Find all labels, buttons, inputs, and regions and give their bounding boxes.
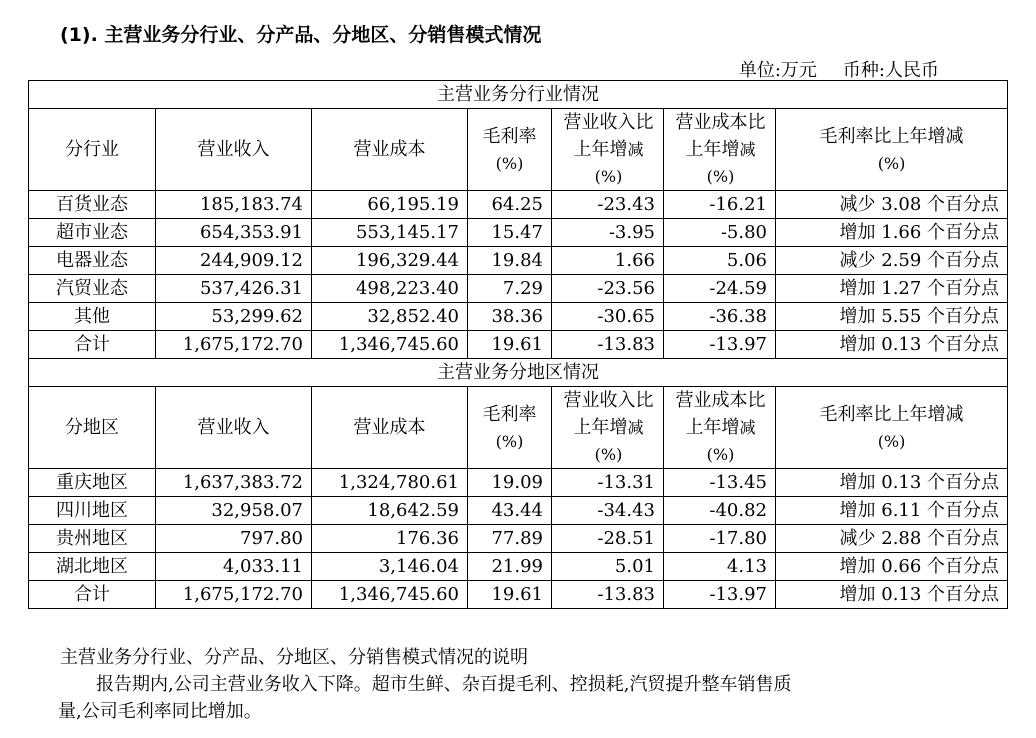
col-margin-change: 毛利率比上年增减 (%): [776, 387, 1008, 469]
row-name: 电器业态: [29, 247, 156, 275]
margin-cell: 64.25: [468, 191, 552, 219]
cost-cell: 1,346,745.60: [312, 581, 468, 609]
margin-change-cell: 增加 0.66 个百分点: [776, 553, 1008, 581]
cost-cell: 66,195.19: [312, 191, 468, 219]
revenue-change-cell: -3.95: [552, 219, 664, 247]
revenue-cell: 797.80: [156, 525, 312, 553]
industry-section: [29, 81, 1008, 359]
revenue-cell: 244,909.12: [156, 247, 312, 275]
margin-cell: 38.36: [468, 303, 552, 331]
table-row: [29, 303, 1008, 331]
cost-cell: 1,324,780.61: [312, 469, 468, 497]
table-row: [29, 497, 1008, 525]
region-section: [29, 359, 1008, 609]
unit-line: [739, 56, 939, 82]
region-section-title: 主营业务分地区情况: [29, 359, 1008, 387]
margin-change-cell: 增加 1.66 个百分点: [776, 219, 1008, 247]
revenue-cell: 537,426.31: [156, 275, 312, 303]
table-row: [29, 331, 1008, 359]
margin-cell: 19.61: [468, 581, 552, 609]
margin-cell: 21.99: [468, 553, 552, 581]
cost-change-cell: -13.45: [664, 469, 776, 497]
cost-change-cell: -13.97: [664, 581, 776, 609]
margin-change-cell: 增加 0.13 个百分点: [776, 581, 1008, 609]
revenue-change-cell: -34.43: [552, 497, 664, 525]
unit-label: 单位:万元: [738, 60, 817, 81]
cost-change-cell: -13.97: [664, 331, 776, 359]
revenue-change-cell: 5.01: [552, 553, 664, 581]
revenue-cell: 654,353.91: [156, 219, 312, 247]
margin-change-cell: 增加 1.27 个百分点: [776, 275, 1008, 303]
col-cost-change: 营业成本比上年增减(%): [664, 109, 776, 191]
revenue-cell: 32,958.07: [156, 497, 312, 525]
row-name: 百货业态: [29, 191, 156, 219]
revenue-cell: 1,675,172.70: [156, 581, 312, 609]
revenue-change-cell: -28.51: [552, 525, 664, 553]
col-revenue: 营业收入: [156, 109, 312, 191]
revenue-cell: 1,637,383.72: [156, 469, 312, 497]
cost-cell: 553,145.17: [312, 219, 468, 247]
currency-label: 币种:人民币: [842, 60, 939, 81]
col-cost: 营业成本: [312, 387, 468, 469]
col-revenue-change: 营业收入比上年增减(%): [552, 109, 664, 191]
cost-change-cell: 5.06: [664, 247, 776, 275]
revenue-cell: 4,033.11: [156, 553, 312, 581]
margin-cell: 19.61: [468, 331, 552, 359]
margin-change-cell: 增加 0.13 个百分点: [776, 331, 1008, 359]
row-name: 重庆地区: [29, 469, 156, 497]
revenue-change-cell: 1.66: [552, 247, 664, 275]
industry-section-title: 主营业务分行业情况: [29, 81, 1008, 109]
region-header-row: [29, 387, 1008, 469]
section-heading: (1). 主营业务分行业、分产品、分地区、分销售模式情况: [60, 24, 542, 46]
revenue-change-cell: -30.65: [552, 303, 664, 331]
margin-change-cell: 减少 3.08 个百分点: [776, 191, 1008, 219]
cost-change-cell: 4.13: [664, 553, 776, 581]
margin-cell: 77.89: [468, 525, 552, 553]
note-body-line1: 报告期内,公司主营业务收入下降。超市生鲜、杂百提毛利、控损耗,汽贸提升整车销售质: [96, 674, 792, 695]
revenue-change-cell: -23.56: [552, 275, 664, 303]
margin-cell: 7.29: [468, 275, 552, 303]
cost-cell: 3,146.04: [312, 553, 468, 581]
revenue-change-cell: -23.43: [552, 191, 664, 219]
margin-cell: 19.84: [468, 247, 552, 275]
table-row: [29, 581, 1008, 609]
note-title: 主营业务分行业、分产品、分地区、分销售模式情况的说明: [60, 647, 528, 668]
col-industry: 分行业: [29, 109, 156, 191]
table-row: [29, 553, 1008, 581]
margin-cell: 19.09: [468, 469, 552, 497]
cost-change-cell: -5.80: [664, 219, 776, 247]
table-row: [29, 275, 1008, 303]
cost-cell: 1,346,745.60: [312, 331, 468, 359]
row-name: 汽贸业态: [29, 275, 156, 303]
business-table: [28, 80, 1008, 609]
cost-cell: 498,223.40: [312, 275, 468, 303]
revenue-cell: 185,183.74: [156, 191, 312, 219]
col-region: 分地区: [29, 387, 156, 469]
col-margin-change: 毛利率比上年增减 (%): [776, 109, 1008, 191]
col-revenue: 营业收入: [156, 387, 312, 469]
col-margin: 毛利率 (%): [468, 109, 552, 191]
cost-cell: 176.36: [312, 525, 468, 553]
col-revenue-change: 营业收入比上年增减(%): [552, 387, 664, 469]
margin-cell: 15.47: [468, 219, 552, 247]
col-margin: 毛利率 (%): [468, 387, 552, 469]
col-cost-change: 营业成本比上年增减(%): [664, 387, 776, 469]
row-name: 贵州地区: [29, 525, 156, 553]
table-row: [29, 191, 1008, 219]
row-name: 合计: [29, 581, 156, 609]
margin-change-cell: 增加 6.11 个百分点: [776, 497, 1008, 525]
margin-change-cell: 增加 0.13 个百分点: [776, 469, 1008, 497]
cost-change-cell: -40.82: [664, 497, 776, 525]
row-name: 超市业态: [29, 219, 156, 247]
note-body-line2: 量,公司毛利率同比增加。: [58, 701, 262, 722]
margin-cell: 43.44: [468, 497, 552, 525]
margin-change-cell: 减少 2.88 个百分点: [776, 525, 1008, 553]
row-name: 湖北地区: [29, 553, 156, 581]
row-name: 四川地区: [29, 497, 156, 525]
row-name: 其他: [29, 303, 156, 331]
industry-header-row: [29, 109, 1008, 191]
table-row: [29, 219, 1008, 247]
cost-change-cell: -36.38: [664, 303, 776, 331]
row-name: 合计: [29, 331, 156, 359]
table-row: [29, 247, 1008, 275]
cost-change-cell: -17.80: [664, 525, 776, 553]
margin-change-cell: 增加 5.55 个百分点: [776, 303, 1008, 331]
margin-change-cell: 减少 2.59 个百分点: [776, 247, 1008, 275]
revenue-cell: 1,675,172.70: [156, 331, 312, 359]
cost-cell: 18,642.59: [312, 497, 468, 525]
cost-cell: 196,329.44: [312, 247, 468, 275]
cost-cell: 32,852.40: [312, 303, 468, 331]
revenue-cell: 53,299.62: [156, 303, 312, 331]
col-cost: 营业成本: [312, 109, 468, 191]
table-row: [29, 469, 1008, 497]
revenue-change-cell: -13.83: [552, 581, 664, 609]
cost-change-cell: -24.59: [664, 275, 776, 303]
revenue-change-cell: -13.31: [552, 469, 664, 497]
explanation-note: [60, 644, 960, 725]
revenue-change-cell: -13.83: [552, 331, 664, 359]
table-row: [29, 525, 1008, 553]
cost-change-cell: -16.21: [664, 191, 776, 219]
